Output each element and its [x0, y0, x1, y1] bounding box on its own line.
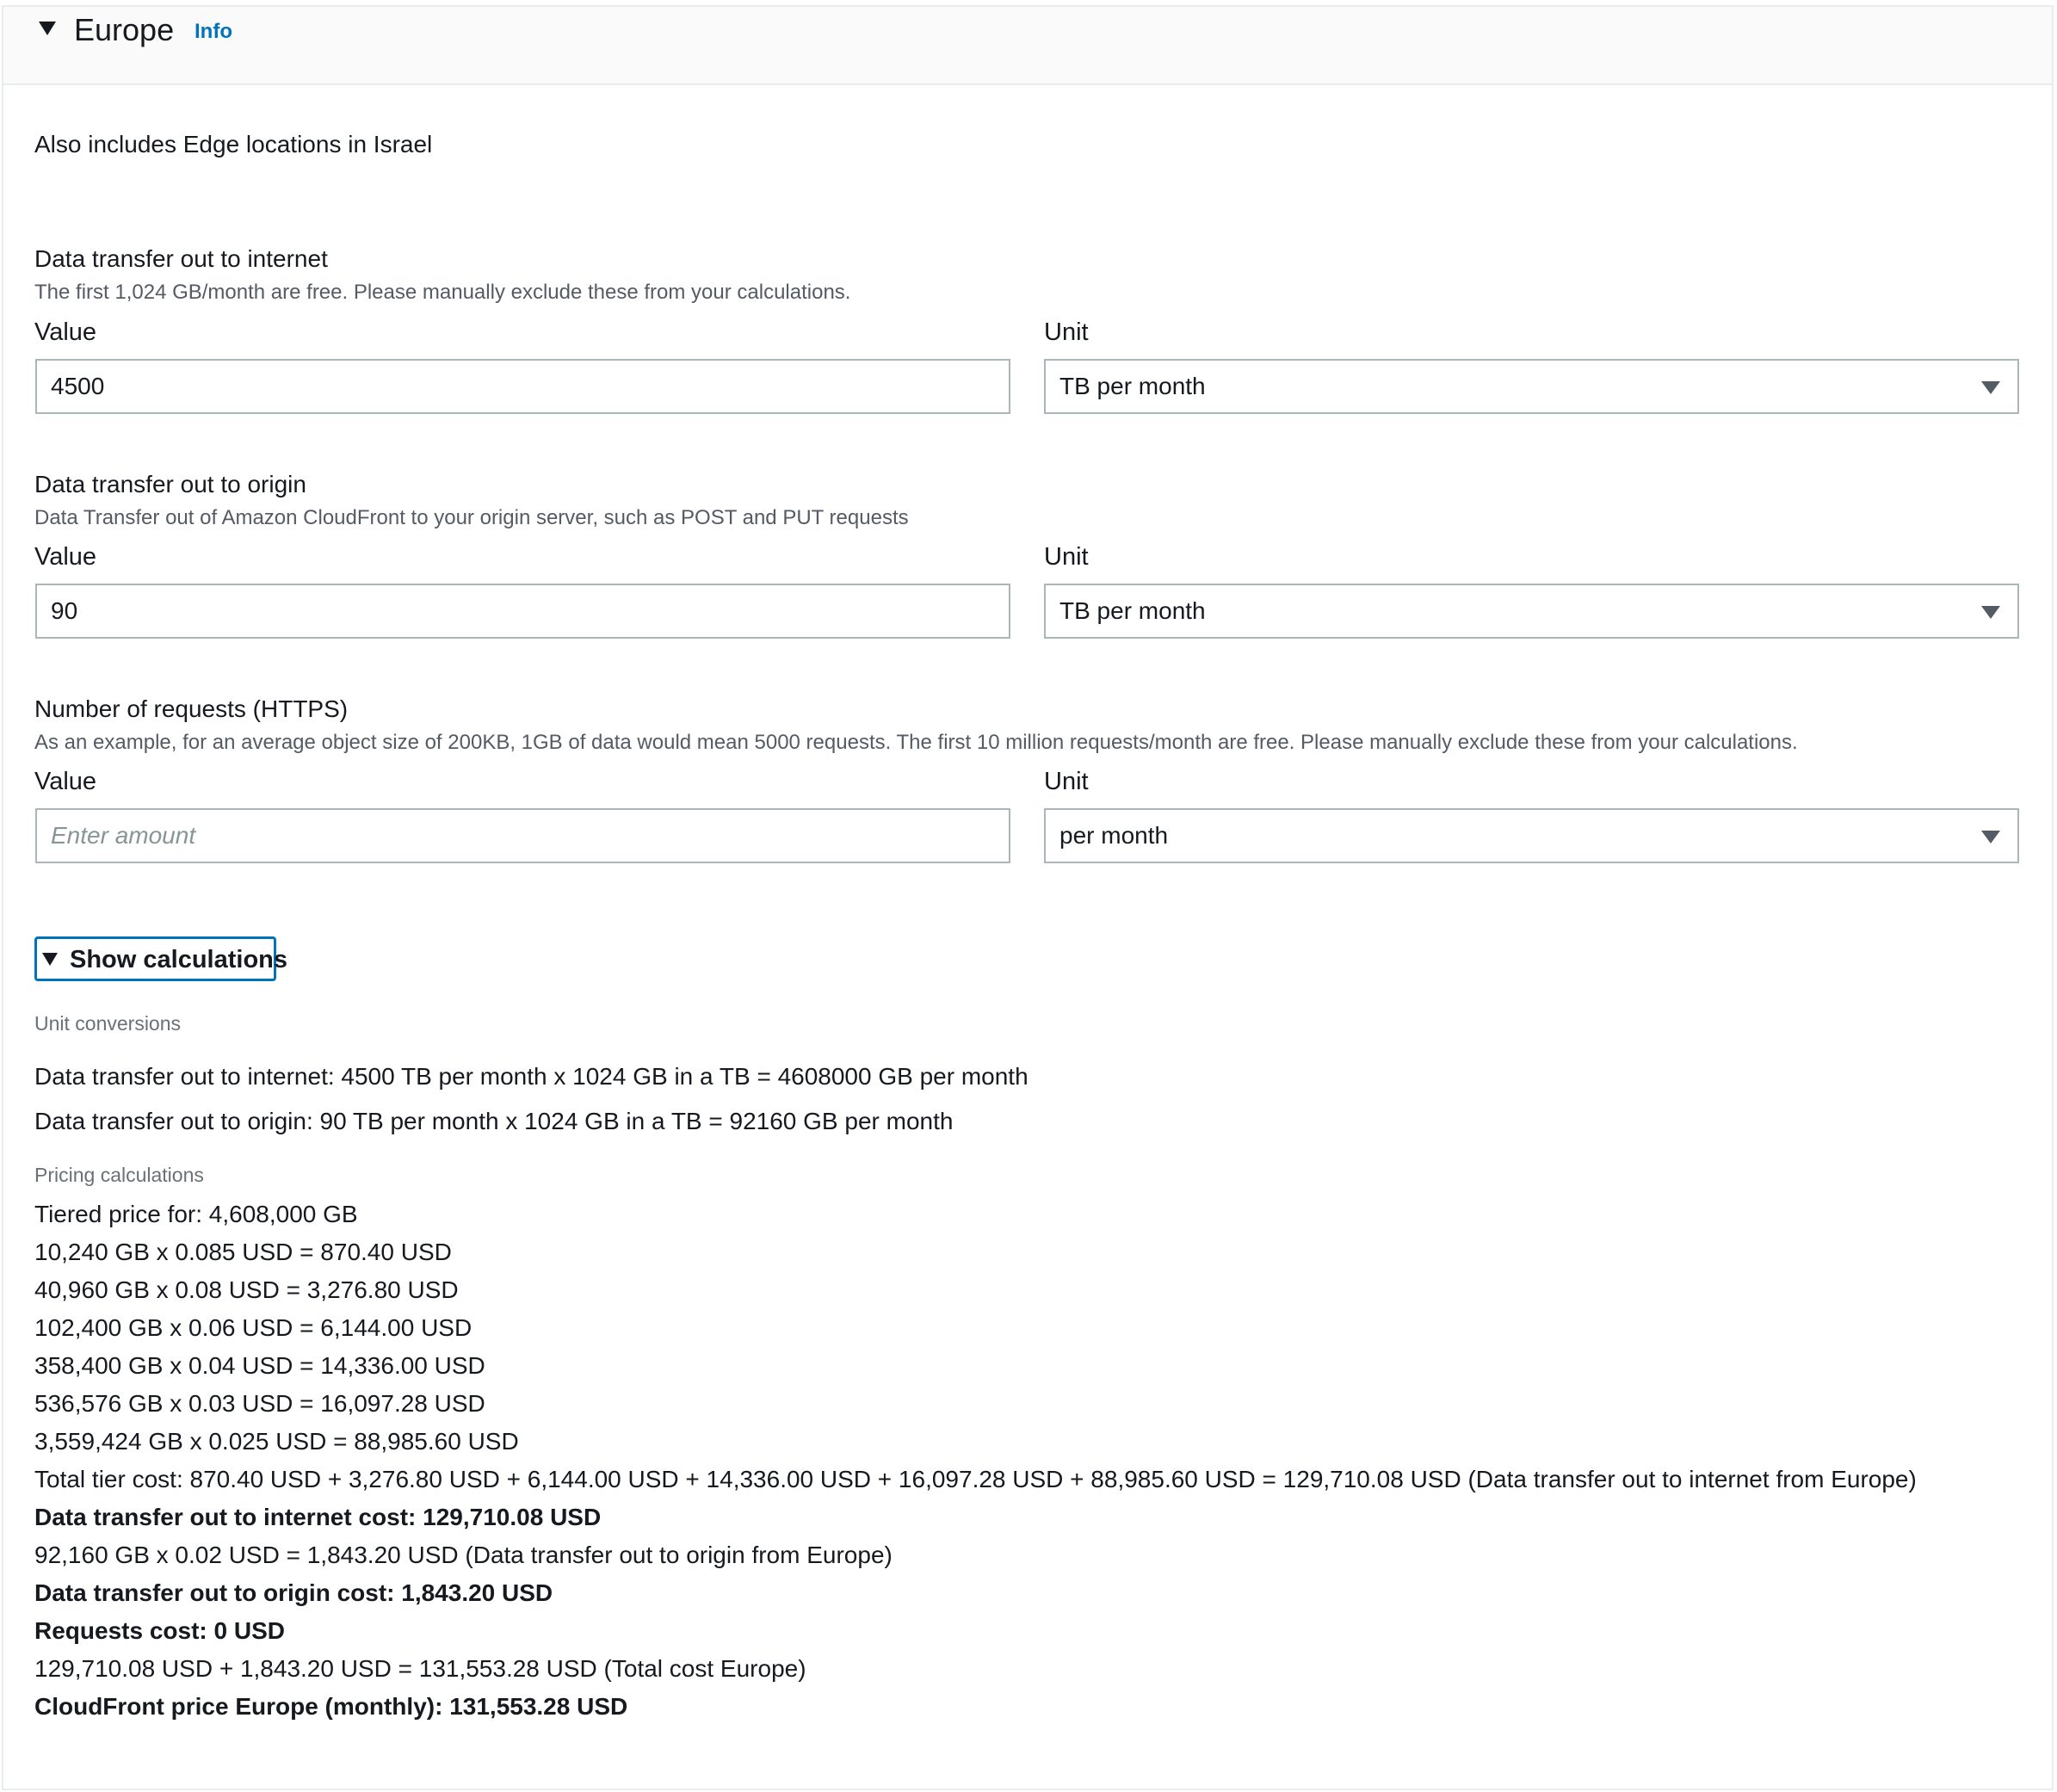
- pricing-line: 102,400 GB x 0.06 USD = 6,144.00 USD: [34, 1314, 473, 1341]
- origin-transfer-title: Data transfer out to origin: [34, 471, 306, 497]
- origin-unit-selected: TB per month: [1059, 597, 1206, 624]
- unit-conversion-line: Data transfer out to internet: 4500 TB per month x 1024 GB in a TB = 4608000 GB per month: [34, 1063, 1028, 1090]
- unit-conversion-line: Data transfer out to origin: 90 TB per month x 1024 GB in a TB = 92160 GB per month: [34, 1108, 954, 1134]
- requests-title: Number of requests (HTTPS): [34, 695, 349, 722]
- internet-unit-label: Unit: [1044, 318, 1089, 346]
- origin-unit-label: Unit: [1044, 543, 1089, 571]
- pricing-line: 40,960 GB x 0.08 USD = 3,276.80 USD: [34, 1276, 459, 1303]
- requests-value-input[interactable]: Enter amount: [35, 808, 1010, 863]
- pricing-line: 129,710.08 USD + 1,843.20 USD = 131,553.28 USD (Total cost Europe): [34, 1655, 806, 1682]
- internet-value-input[interactable]: 4500: [35, 359, 1010, 414]
- internet-value-label: Value: [34, 318, 97, 346]
- origin-cost-total: Data transfer out to origin cost: 1,843.20 USD: [34, 1579, 553, 1606]
- cloudfront-price-total: CloudFront price Europe (monthly): 131,553.28 USD: [34, 1693, 628, 1720]
- origin-value-input[interactable]: 90: [35, 584, 1010, 639]
- pricing-line: 536,576 GB x 0.03 USD = 16,097.28 USD: [34, 1390, 485, 1417]
- origin-transfer-description: Data Transfer out of Amazon CloudFront to your origin server, such as POST and PUT requests: [34, 506, 909, 529]
- pricing-line: Tiered price for: 4,608,000 GB: [34, 1201, 358, 1227]
- internet-transfer-title: Data transfer out to internet: [34, 245, 328, 272]
- requests-value-label: Value: [34, 768, 97, 795]
- dropdown-caret-icon: [1981, 606, 2000, 619]
- dropdown-caret-icon: [1981, 381, 2000, 394]
- section-title: Europe: [74, 12, 175, 47]
- section-header[interactable]: [3, 7, 2052, 85]
- requests-description: As an example, for an average object size of 200KB, 1GB of data would mean 5000 requests. The first 10 million requests/month are free. Please manually exclude these from your calculations.: [34, 731, 1798, 754]
- collapse-caret-icon[interactable]: [39, 22, 56, 35]
- internet-unit-selected: TB per month: [1059, 373, 1206, 399]
- show-calculations-label: Show calculations: [70, 946, 287, 973]
- requests-unit-label: Unit: [1044, 768, 1089, 795]
- internet-transfer-description: The first 1,024 GB/month are free. Please manually exclude these from your calculations.: [34, 281, 851, 304]
- edge-locations-note: Also includes Edge locations in Israel: [34, 131, 433, 158]
- requests-unit-selected: per month: [1059, 822, 1169, 849]
- pricing-line: 358,400 GB x 0.04 USD = 14,336.00 USD: [34, 1352, 485, 1379]
- expand-caret-icon: [42, 953, 58, 966]
- origin-value-label: Value: [34, 543, 97, 571]
- show-calculations-toggle[interactable]: [34, 936, 287, 981]
- requests-unit-select[interactable]: [1044, 808, 2019, 863]
- origin-unit-select[interactable]: [1044, 584, 2019, 639]
- pricing-line: 10,240 GB x 0.085 USD = 870.40 USD: [34, 1239, 452, 1265]
- unit-conversions-heading: Unit conversions: [34, 1012, 182, 1035]
- pricing-line: 3,559,424 GB x 0.025 USD = 88,985.60 USD: [34, 1428, 519, 1455]
- requests-cost-total: Requests cost: 0 USD: [34, 1617, 285, 1644]
- internet-unit-select[interactable]: [1044, 359, 2019, 414]
- dropdown-caret-icon: [1981, 831, 2000, 843]
- pricing-calculations-heading: Pricing calculations: [34, 1164, 204, 1186]
- info-link[interactable]: Info: [195, 20, 232, 43]
- pricing-line: 92,160 GB x 0.02 USD = 1,843.20 USD (Data transfer out to origin from Europe): [34, 1542, 893, 1568]
- internet-cost-total: Data transfer out to internet cost: 129,710.08 USD: [34, 1504, 602, 1530]
- total-tier-cost-line: Total tier cost: 870.40 USD + 3,276.80 USD + 6,144.00 USD + 14,336.00 USD + 16,097.28 USD + 88,985.60 USD = 129,710.08 USD (Data transfer out to internet from Europe): [34, 1466, 1917, 1492]
